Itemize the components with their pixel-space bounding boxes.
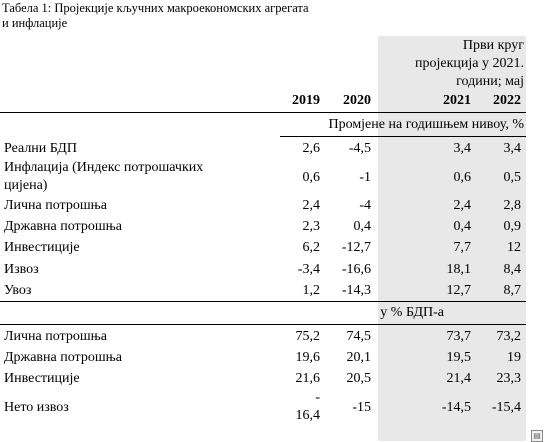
value-2022: 3,4 xyxy=(503,141,521,156)
value-2020: 20,5 xyxy=(346,371,371,386)
value-2019-line-2: 16,4 xyxy=(295,408,320,423)
forecast-header xyxy=(378,37,524,91)
value-2022: 23,3 xyxy=(496,371,521,386)
row-label: Лична потрошња xyxy=(4,329,107,344)
value-2020: -12,7 xyxy=(341,240,371,255)
value-2022: 8,7 xyxy=(503,283,521,298)
value-2020: 74,5 xyxy=(346,329,371,344)
row-label: Реални БДП xyxy=(4,141,77,156)
row-label: Државна потрошња xyxy=(4,350,122,365)
value-2021: 0,6 xyxy=(453,170,471,185)
value-2021: 7,7 xyxy=(453,240,471,255)
value-2022: 19 xyxy=(507,350,521,365)
value-2021: 12,7 xyxy=(446,283,471,298)
value-2021: 18,1 xyxy=(446,262,471,277)
section1-rule xyxy=(280,136,526,137)
value-2019: 2,4 xyxy=(302,198,320,213)
value-2022: 12 xyxy=(507,240,521,255)
value-2019: 1,2 xyxy=(302,283,320,298)
value-2020: -15 xyxy=(352,400,371,415)
row-label-line-1: Инфлација (Индекс потрошачких xyxy=(4,160,204,175)
value-2019: 6,2 xyxy=(302,240,320,255)
forecast-header-line-1: Први круг xyxy=(462,38,524,53)
caption-line-2: и инфлације xyxy=(2,16,68,30)
value-2019: 2,3 xyxy=(302,219,320,234)
value-2022: 2,8 xyxy=(503,198,521,213)
table-caption xyxy=(2,1,382,31)
year-header-2019: 2019 xyxy=(292,93,320,108)
value-2022: 73,2 xyxy=(496,329,521,344)
value-2019: 21,6 xyxy=(295,371,320,386)
forecast-header-line-2: пројекција у 2021. xyxy=(415,56,524,71)
row-label: Нето извоз xyxy=(4,400,69,415)
year-header-2021: 2021 xyxy=(443,93,471,108)
value-2021: 73,7 xyxy=(446,329,471,344)
value-2019-line-1: - xyxy=(315,390,320,405)
value-2020: -1 xyxy=(359,170,371,185)
paste-options-icon[interactable]: ▤ xyxy=(531,430,543,442)
row-label: Инвестиције xyxy=(4,371,80,386)
value-2021: 21,4 xyxy=(446,371,471,386)
value-2019: 19,6 xyxy=(295,350,320,365)
value-2020: -14,3 xyxy=(341,283,371,298)
caption-line-1: Табела 1: Пројекције кључних макроекономских агрегата xyxy=(2,1,309,15)
year-header-2022: 2022 xyxy=(493,93,521,108)
value-2020: 20,1 xyxy=(346,350,371,365)
value-2020: -16,6 xyxy=(341,262,371,277)
value-2019: 75,2 xyxy=(295,329,320,344)
row-label: Увоз xyxy=(4,283,32,298)
value-2021: 2,4 xyxy=(453,198,471,213)
row-label: Лична потрошња xyxy=(4,198,107,213)
value-2021: 19,5 xyxy=(446,350,471,365)
row-label: Државна потрошња xyxy=(4,219,122,234)
row-label: Извоз xyxy=(4,262,39,277)
value-2022: 0,5 xyxy=(503,170,521,185)
value-2021: 3,4 xyxy=(453,141,471,156)
value-2019: 0,6 xyxy=(302,170,320,185)
header-rule xyxy=(0,112,526,113)
value-2021: -14,5 xyxy=(441,400,471,415)
value-2020: -4 xyxy=(359,198,371,213)
section1-title: Промјене на годишњем нивоу, % xyxy=(328,117,524,132)
value-2019: 2,6 xyxy=(302,141,320,156)
forecast-header-line-3: години; мај xyxy=(456,74,524,89)
value-2020: 0,4 xyxy=(353,219,371,234)
value-2022: 8,4 xyxy=(503,262,521,277)
value-2021: 0,4 xyxy=(453,219,471,234)
value-2022: 0,9 xyxy=(503,219,521,234)
section-divider-rule xyxy=(0,301,526,302)
year-header-2020: 2020 xyxy=(343,93,371,108)
value-2019: -3,4 xyxy=(297,262,320,277)
value-2022: -15,4 xyxy=(491,400,521,415)
section2-rule xyxy=(0,324,526,325)
value-2020: -4,5 xyxy=(348,141,371,156)
row-label: Инвестиције xyxy=(4,240,80,255)
row-label-line-2: цијена) xyxy=(4,178,48,193)
section2-title: у % БДП-а xyxy=(380,305,444,320)
